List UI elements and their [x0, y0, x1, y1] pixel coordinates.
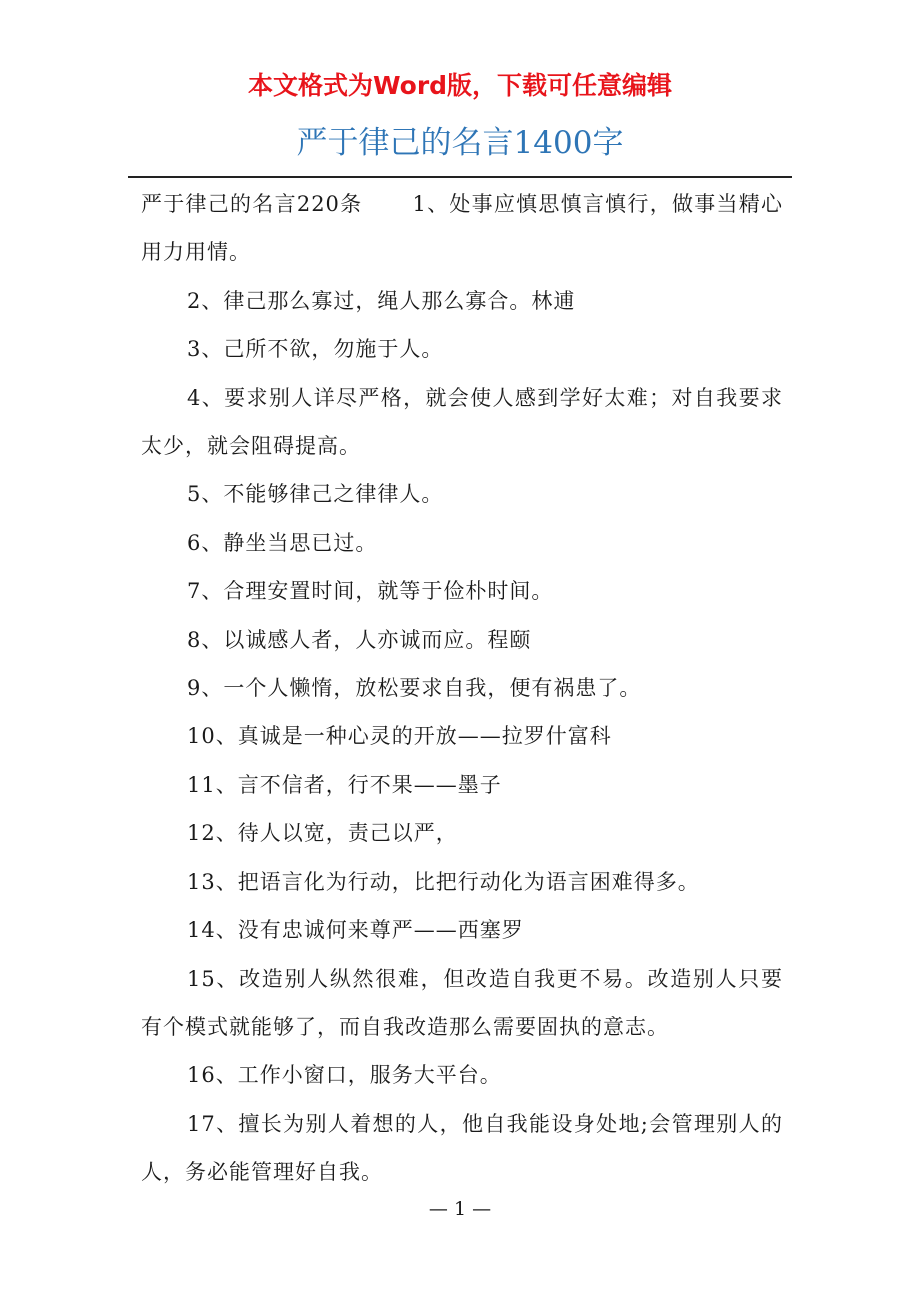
quote-item-11: 11、言不信者，行不果——墨子	[187, 772, 502, 797]
title-divider	[128, 176, 792, 178]
quote-item-9: 9、一个人懒惰，放松要求自我，便有祸患了。	[187, 676, 642, 701]
page-number: — 1 —	[428, 1198, 492, 1220]
document-body	[141, 180, 783, 1197]
quote-item-7: 7、合理安置时间，就等于俭朴时间。	[187, 579, 554, 604]
quote-item-8: 8、以诚感人者，人亦诚而应。程颐	[187, 627, 532, 652]
intro-label: 严于律己的名言220条	[141, 192, 363, 216]
quote-item-13: 13、把语言化为行动，比把行动化为语言困难得多。	[187, 869, 700, 894]
quote-item-10: 10、真诚是一种心灵的开放——拉罗什富科	[187, 724, 612, 749]
quote-item-3: 3、己所不欲，勿施于人。	[187, 337, 444, 362]
quote-item-6: 6、静坐当思已过。	[187, 530, 378, 555]
quote-item-17: 17、擅长为别人着想的人，他自我能设身处地;会管理别人的人，务必能管理好自我。	[141, 1111, 783, 1185]
quote-item-2: 2、律己那么寡过，绳人那么寡合。林逋	[187, 288, 576, 313]
quote-item-1: 1、处事应慎思慎言慎行，做事当精心用力用情。	[141, 192, 784, 265]
document-title: 严于律己的名言1400字	[296, 125, 624, 161]
quote-item-5: 5、不能够律己之律律人。	[187, 482, 444, 507]
quote-item-14: 14、没有忠诚何来尊严——西塞罗	[187, 918, 524, 943]
intro-paragraph	[141, 180, 783, 277]
quote-item-4: 4、要求别人详尽严格，就会使人感到学好太难；对自我要求太少，就会阻碍提高。	[141, 385, 783, 459]
format-notice: 本文格式为Word版，下载可任意编辑	[247, 71, 673, 100]
quote-item-12: 12、待人以宽，责己以严，	[187, 821, 458, 846]
quote-item-15: 15、改造别人纵然很难，但改造自我更不易。改造别人只要有个模式就能够了，而自我改造那么需要固执的意志。	[141, 966, 783, 1039]
quote-item-16: 16、工作小窗口，服务大平台。	[187, 1063, 502, 1088]
